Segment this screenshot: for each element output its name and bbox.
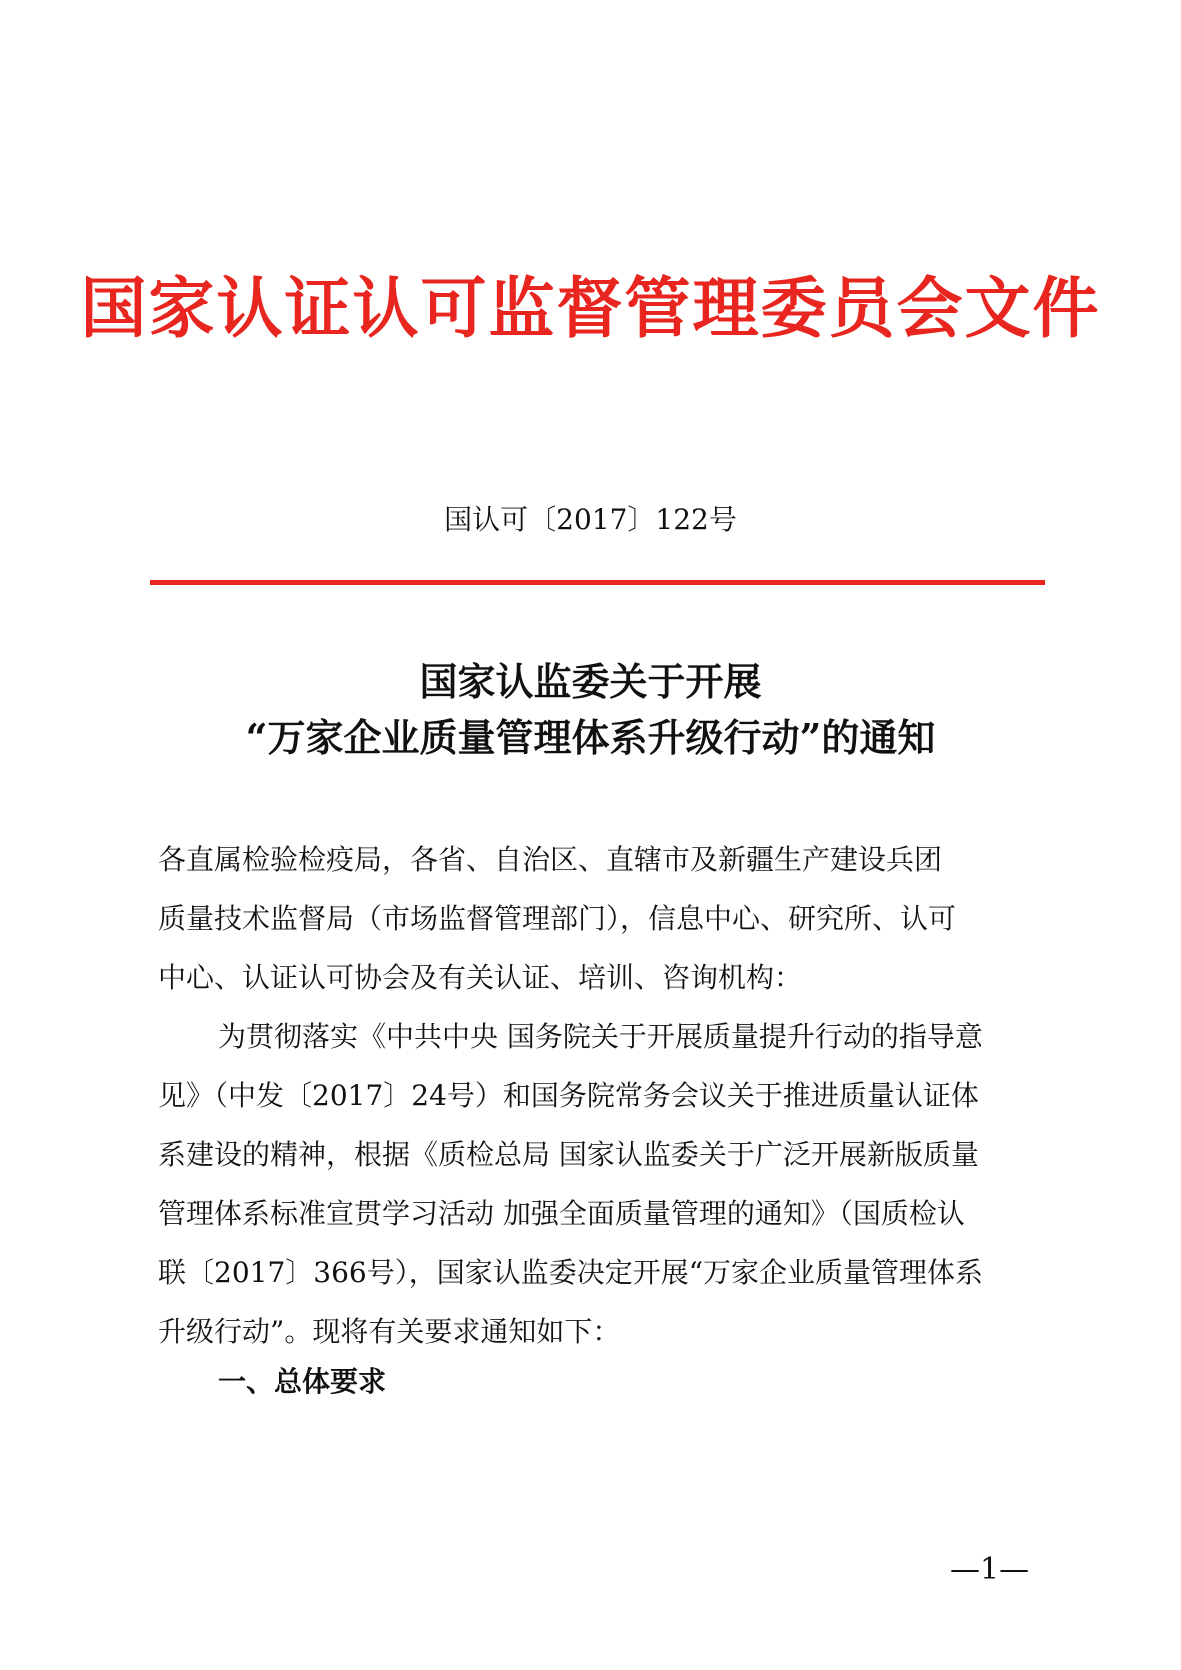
page-number: —1— [950,1552,1030,1587]
section-heading: 一、总体要求 [218,1365,387,1398]
document-number: 国认可〔2017〕122号 [444,503,737,536]
body-line: 为贯彻落实《中共中央 国务院关于开展质量提升行动的指导意 [218,1020,983,1053]
body-line: 中心、认证认可协会及有关认证、培训、咨询机构： [158,961,803,994]
body-line: 管理体系标准宣贯学习活动 加强全面质量管理的通知》（国质检认 [158,1197,965,1230]
body-line: 见》（中发〔2017〕24号）和国务院常务会议关于推进质量认证体 [158,1079,979,1112]
body-line: 质量技术监督局（市场监督管理部门），信息中心、研究所、认可 [158,902,957,935]
body-line: 升级行动”。现将有关要求通知如下： [158,1315,621,1348]
body-line: 各直属检验检疫局，各省、自治区、直辖市及新疆生产建设兵团 [158,843,943,876]
red-divider-rule [150,580,1045,585]
notice-title-line-2: “万家企业质量管理体系升级行动”的通知 [245,715,936,760]
notice-title-line-1: 国家认监委关于开展 [419,659,762,704]
document-header-title: 国家认证认可监督管理委员会文件 [80,269,1101,347]
body-line: 联〔2017〕366号），国家认监委决定开展“万家企业质量管理体系 [158,1256,984,1289]
body-text [158,830,1038,1361]
body-line: 系建设的精神，根据《质检总局 国家认监委关于广泛开展新版质量 [158,1138,979,1171]
